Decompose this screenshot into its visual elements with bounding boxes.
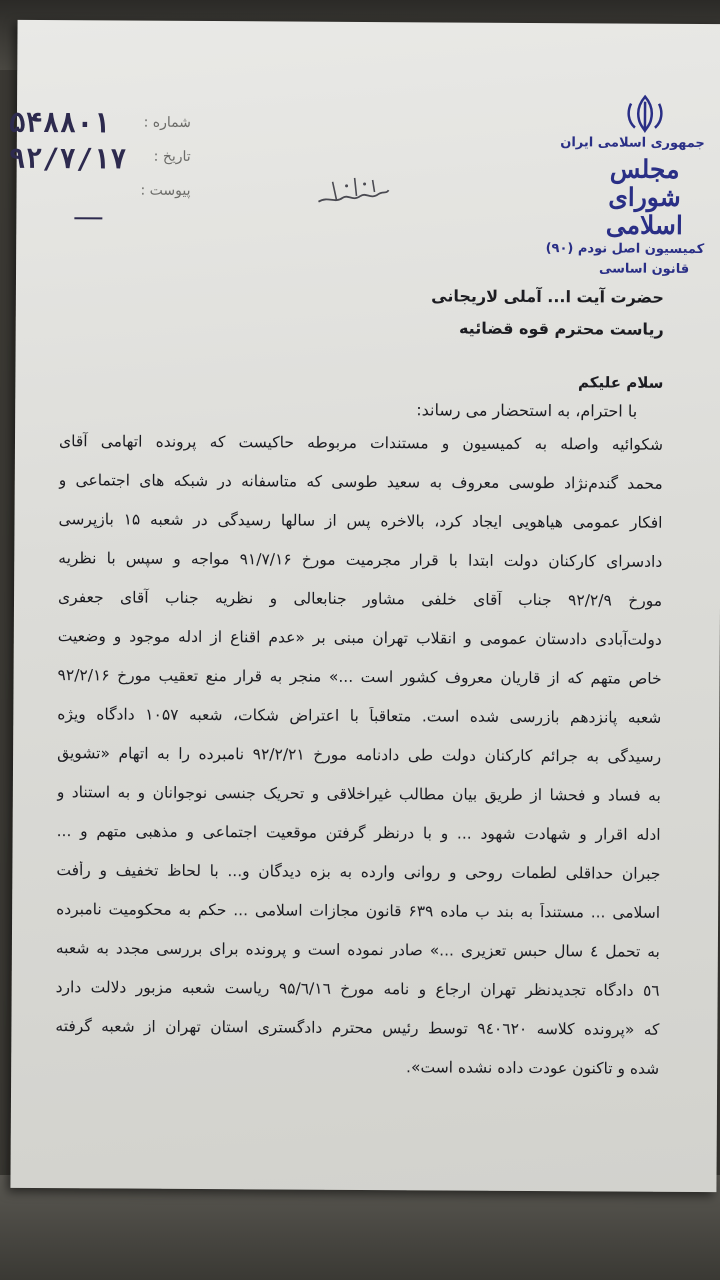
body-line: ٥٦ دادگاه تجدیدنظر تهران ارجاع و نامه مورخ ۹۵/٦/۱٦ ریاست شعبه مزبور دلالت دارد: [55, 978, 660, 1000]
body-line: مورخ ۹۲/۲/۹ جناب آقای خلفی مشاور جنابعالی و نظریه جناب آقای جعفری: [57, 588, 663, 610]
body-line: افکار عمومی هیاهویی ایجاد کرد، بالاخره پس از سالها رسیدگی در شعبه ۱۵ بازپرسی: [58, 510, 663, 532]
body-line: شعبه پانزدهم بازرسی شده است. متعاقباً با اعتراض شکات، شعبه ۱۰۵۷ دادگاه ویژه: [57, 705, 662, 727]
iran-emblem-icon: [623, 94, 667, 134]
body-line: دادسرای کارکنان دولت ابتدا با قرار مجرمیت مورخ ۹۱/۷/۱۶ مواجه و سپس با نظریه: [58, 549, 663, 571]
commission-title: کمیسیون اصل نودم (۹۰): [545, 241, 705, 258]
letter-page: [10, 20, 720, 1192]
body-line: که «پرونده کلاسه ۹٤۰٦۲۰ توسط رئیس محترم دادگستری استان تهران از شعبه گرفته: [55, 1017, 660, 1039]
date-value: ۹۲/۷/۱۷: [8, 141, 127, 176]
body-line: ادله اقرار و شهادت شهود ... و با درنظر گرفتن موقعیت اجتماعی و مذهبی متهم و ...: [56, 822, 661, 844]
logo-top-text: جمهوری اسلامی ایران: [560, 135, 705, 152]
date-label: تاریخ :: [153, 148, 191, 165]
body-line: رسیدگی به جرائم کارکنان دولت طی دادنامه مورخ ۹۲/۲/۲۱ نامبرده را به اتهام «تشویق: [57, 744, 662, 766]
body-line: خاص متهم که از قاریان معروف کشور است ...» منجر به قرار منع تعقیب مورخ ۹۲/۲/۱۶: [57, 666, 662, 688]
attach-dash: [74, 217, 102, 219]
body-line: دولت‌آبادی دادستان عمومی و انقلاب تهران مبنی بر «عدم اقناع از ادله موجود و وضعیت: [57, 627, 662, 649]
attach-label: پیوست :: [140, 182, 191, 199]
logo-name: مجلس شورای اسلامی: [605, 154, 683, 240]
sign-text: [18, 20, 19, 21]
body-line: به فساد و فحشا از طریق بیان مطالب غیراخلاقی و تحریک جنسی نوجوانان و به استناد و: [56, 783, 661, 805]
body-line: به تحمل ٤ سال حبس تعزیری ...» صادر نموده است و پرونده برای بررسی مجدد به شعبه: [55, 939, 660, 961]
greeting: سلام علیکم: [577, 373, 664, 392]
commission-law: قانون اساسی: [598, 261, 690, 277]
bismillah-signature-icon: [314, 172, 392, 212]
body-line: شده و تاکنون عودت داده نشده است».: [406, 1058, 660, 1078]
body-line: محمد گندم‌نژاد طوسی معروف به سعید طوسی که متاسفانه در شبکه های اجتماعی و: [58, 471, 663, 493]
body-line: اسلامی ... مستنداً به بند ب ماده ۶۳۹ قانون مجازات اسلامی ... حکم به محکومیت نامبرده: [56, 900, 661, 922]
body-line: جبران حداقلی لطمات روحی و روانی وارده به بزه دیدگان و... با لحاظ تخفیف و رأفت: [56, 861, 661, 883]
addressee-name: حضرت آیت ا... آملی لاریجانی: [431, 286, 664, 307]
intro-line: با احترام، به استحضار می رساند:: [416, 400, 638, 421]
addressee-title: ریاست محترم قوه قضائیه: [458, 318, 664, 339]
parliament-logo: [545, 93, 705, 277]
number-value: ۵۴۸۸۰۱: [8, 105, 111, 140]
body-line: شکوائیه واصله به کمیسیون و مستندات مربوطه حاکیست که پرونده اتهامی آقای: [58, 432, 664, 454]
number-label: شماره :: [143, 114, 191, 131]
